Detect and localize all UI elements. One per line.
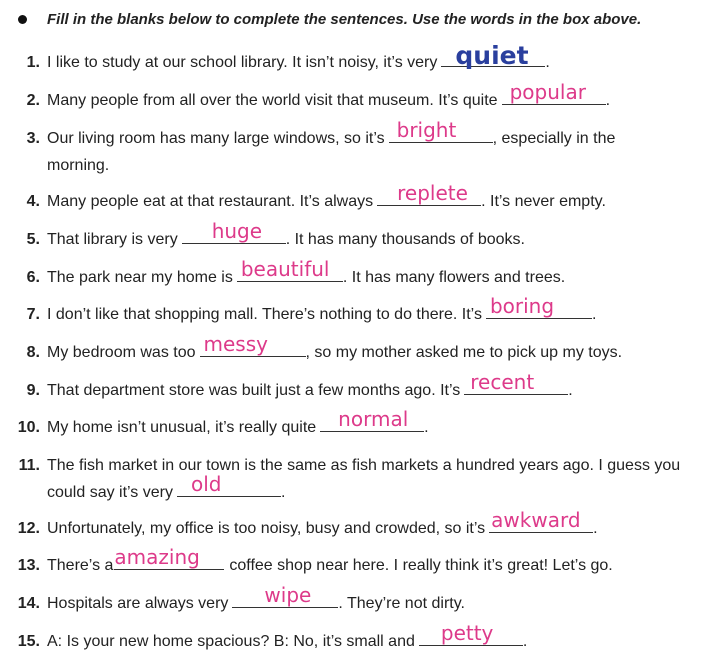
item-number: 6. — [26, 269, 40, 286]
sentence-text: Many people eat at that restaurant. It’s always — [47, 193, 374, 210]
answer-blank[interactable] — [489, 508, 593, 533]
answer-blank[interactable] — [486, 294, 592, 319]
answer-text: messy — [203, 332, 268, 356]
item-number: 5. — [26, 231, 40, 248]
answer-blank[interactable] — [441, 41, 545, 70]
sentence-text: coffee shop near here. I really think it’s great! Let’s go. — [229, 557, 613, 574]
answer-blank[interactable] — [177, 472, 281, 497]
answer-blank[interactable] — [200, 332, 306, 357]
sentence-text: . — [280, 484, 286, 501]
sentence-text: . — [568, 382, 573, 399]
sentence-text: . It has many thousands of books. — [285, 231, 525, 248]
answer-blank[interactable] — [464, 370, 568, 395]
answer-text: bright — [396, 118, 457, 142]
item-number: 11. — [18, 457, 40, 474]
sentence-text: My bedroom was too — [47, 344, 196, 361]
sentence-text: That department store was built just a few months ago. It’s — [47, 382, 461, 399]
sentence-text: The fish market in our town is the same as fish markets a hundred years ago. I guess you could say it’s very — [47, 457, 681, 501]
item-number: 4. — [26, 193, 40, 210]
exercise-item-2 — [10, 80, 715, 114]
item-number: 9. — [26, 382, 40, 399]
item-number: 3. — [26, 130, 40, 147]
sentence-text: . It has many flowers and trees. — [342, 269, 566, 286]
item-number: 7. — [26, 306, 40, 323]
sentence-text: That library is very — [47, 231, 178, 248]
answer-text: old — [190, 472, 222, 496]
exercise-item-13 — [10, 545, 715, 579]
exercise-item-11 — [10, 452, 715, 506]
exercise-item-9 — [10, 370, 715, 404]
sentence-text: Many people from all over the world visit that museum. It’s quite — [47, 92, 498, 109]
sentence-text: Hospitals are always very — [47, 595, 229, 612]
answer-blank[interactable] — [419, 621, 523, 646]
item-number: 2. — [26, 92, 40, 109]
answer-text: replete — [397, 181, 468, 205]
answer-blank[interactable] — [502, 80, 606, 105]
exercise-item-15 — [10, 621, 715, 655]
sentence-text: . — [522, 633, 528, 650]
sentence-text: There’s a — [47, 557, 114, 574]
answer-blank[interactable] — [377, 181, 481, 206]
exercise-item-4 — [10, 181, 715, 215]
item-number: 15. — [17, 633, 40, 650]
sentence-text: I like to study at our school library. It isn’t noisy, it’s very — [47, 54, 438, 71]
item-number: 12. — [17, 520, 40, 537]
answer-text: awkward — [491, 508, 581, 532]
answer-text: amazing — [114, 545, 200, 569]
answer-blank[interactable] — [114, 545, 224, 570]
item-number: 8. — [26, 344, 40, 361]
answer-text: recent — [470, 370, 535, 394]
exercise-item-12 — [10, 508, 715, 542]
exercise-item-5 — [10, 219, 715, 253]
answer-blank[interactable] — [232, 583, 338, 608]
exercise-item-3 — [10, 118, 715, 179]
exercise-item-10 — [10, 407, 715, 441]
bullet-icon — [18, 15, 27, 24]
sentence-text: . — [545, 54, 550, 71]
answer-blank[interactable] — [182, 219, 286, 244]
answer-blank[interactable] — [320, 407, 424, 432]
exercise-item-7 — [10, 294, 715, 328]
answer-text: quiet — [455, 41, 529, 70]
answer-text: huge — [211, 219, 263, 243]
sentence-text: . It’s never empty. — [481, 193, 606, 210]
answer-text: popular — [509, 80, 586, 104]
sentence-text: A: Is your new home spacious? B: No, it’s small and — [47, 633, 415, 650]
sentence-text: , especially in the morning. — [47, 130, 616, 174]
sentence-text: . — [591, 306, 597, 323]
exercise-item-8 — [10, 332, 715, 366]
answer-text: wipe — [264, 583, 312, 607]
sentence-text: Our living room has many large windows, so it’s — [47, 130, 385, 147]
exercise-item-14 — [10, 583, 715, 617]
sentence-text: My home isn’t unusual, it’s really quite — [47, 419, 317, 436]
sentence-text: . — [424, 419, 429, 436]
sentence-text: I don’t like that shopping mall. There’s nothing to do there. It’s — [47, 306, 482, 323]
answer-blank[interactable] — [389, 118, 493, 143]
exercise-item-6 — [10, 257, 715, 291]
item-number: 10. — [17, 419, 40, 436]
instruction-text: Fill in the blanks below to complete the sentences. Use the words in the box above. — [47, 10, 642, 28]
instructions — [18, 8, 641, 30]
item-number: 14. — [17, 595, 40, 612]
answer-text: beautiful — [240, 257, 330, 281]
sentence-text: The park near my home is — [47, 269, 233, 286]
sentence-text: . They’re not dirty. — [338, 595, 465, 612]
sentence-text: , so my mother asked me to pick up my toys. — [305, 344, 623, 361]
answer-text: petty — [440, 621, 494, 645]
exercise-item-1 — [10, 41, 715, 76]
item-number: 13. — [17, 557, 40, 574]
answer-text: boring — [489, 294, 555, 318]
sentence-text: . — [605, 92, 611, 109]
sentence-text: . — [593, 520, 598, 537]
answer-blank[interactable] — [237, 257, 343, 282]
sentence-text: Unfortunately, my office is too noisy, busy and crowded, so it’s — [47, 520, 486, 537]
item-number: 1. — [26, 54, 40, 71]
answer-text: normal — [338, 407, 409, 431]
